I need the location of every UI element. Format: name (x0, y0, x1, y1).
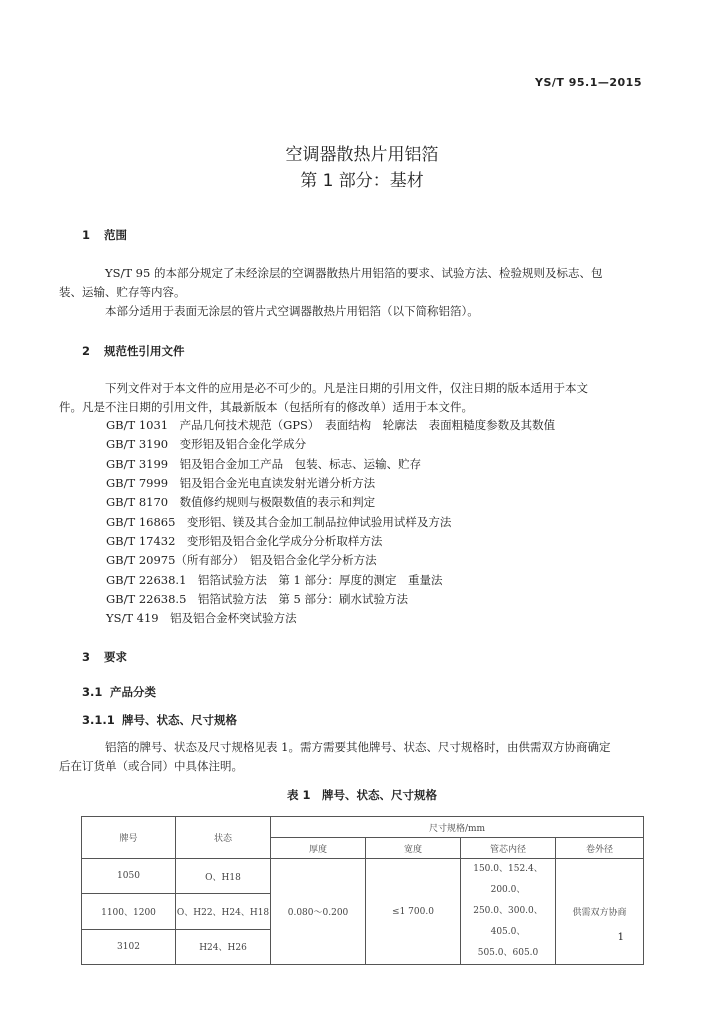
cell-grade: 1100、1200 (82, 894, 176, 929)
header-thickness: 厚度 (271, 838, 366, 859)
core-id-line: 505.0、605.0 (477, 948, 539, 958)
reference-item: GB/T 16865 变形铝、镁及其合金加工制品拉伸试验用试样及方法 (106, 515, 452, 529)
paragraph-line: 后在订货单（或合同）中具体注明。 (59, 759, 243, 774)
standard-code: YS/T 95.1—2015 (535, 76, 642, 89)
header-width: 宽度 (366, 838, 461, 859)
section-title: 牌号、状态、尺寸规格 (122, 713, 237, 727)
paragraph (59, 379, 644, 418)
document-title: 空调器散热片用铝箔 (285, 145, 439, 165)
reference-item: GB/T 7999 铝及铝合金光电直读发射光谱分析方法 (106, 476, 376, 490)
reference-item: GB/T 3190 变形铝及铝合金化学成分 (106, 437, 307, 451)
section-number: 2 (82, 344, 91, 358)
section-3-1-heading (82, 684, 156, 700)
reference-item: YS/T 419 铝及铝合金杯突试验方法 (106, 611, 297, 625)
section-title: 要求 (104, 650, 127, 664)
cell-outer-diameter: 供需双方协商 (556, 859, 644, 965)
paragraph: 本部分适用于表面无涂层的管片式空调器散热片用铝箔（以下简称铝箔）。 (105, 304, 479, 318)
section-2-heading (82, 343, 185, 359)
reference-item: GB/T 17432 变形铝及铝合金化学成分分析取样方法 (106, 534, 383, 548)
section-number: 3.1 (82, 685, 103, 699)
paragraph (59, 738, 644, 777)
reference-item: GB/T 22638.5 铝箔试验方法 第 5 部分：刷水试验方法 (106, 592, 409, 606)
cell-width: ≤1 700.0 (366, 859, 461, 965)
reference-item: GB/T 22638.1 铝箔试验方法 第 1 部分：厚度的测定 重量法 (106, 573, 443, 587)
section-1-heading (82, 227, 127, 243)
document-subtitle: 第 1 部分：基材 (300, 171, 424, 191)
cell-temper: O、H22、H24、H18 (176, 894, 271, 929)
section-3-heading (82, 649, 127, 665)
paragraph (59, 264, 644, 303)
reference-item: GB/T 20975（所有部分） 铝及铝合金化学分析方法 (106, 553, 377, 567)
core-id-line: 150.0、152.4、200.0、 (473, 864, 543, 895)
core-id-line: 250.0、300.0、405.0、 (473, 906, 543, 937)
header-dimensions: 尺寸规格/mm (271, 817, 644, 838)
section-3-1-1-heading (82, 712, 237, 728)
cell-temper: O、H18 (176, 859, 271, 894)
paragraph-line: 铝箔的牌号、状态及尺寸规格见表 1。需方需要其他牌号、状态、尺寸规格时，由供需双方协商确定 (105, 740, 611, 754)
paragraph-line: YS/T 95 的本部分规定了未经涂层的空调器散热片用铝箔的要求、试验方法、检验规则及标志、包 (105, 266, 603, 280)
reference-item: GB/T 8170 数值修约规则与极限数值的表示和判定 (106, 495, 376, 509)
section-title: 规范性引用文件 (104, 344, 185, 358)
paragraph-line: 件。凡是不注日期的引用文件，其最新版本（包括所有的修改单）适用于本文件。 (59, 400, 473, 415)
section-number: 3 (82, 650, 91, 664)
spec-table (81, 816, 644, 965)
cell-grade: 1050 (82, 859, 176, 894)
cell-core-id (461, 859, 556, 965)
header-temper: 状态 (176, 817, 271, 859)
paragraph-line: 装、运输、贮存等内容。 (59, 285, 186, 300)
paragraph-line: 下列文件对于本文件的应用是必不可少的。凡是注日期的引用文件，仅注日期的版本适用于本文 (105, 381, 588, 395)
page-number: 1 (617, 932, 624, 943)
table-caption: 表 1 牌号、状态、尺寸规格 (286, 788, 437, 802)
section-number: 3.1.1 (82, 713, 115, 727)
cell-temper: H24、H26 (176, 929, 271, 964)
cell-grade: 3102 (82, 929, 176, 964)
header-grade: 牌号 (82, 817, 176, 859)
cell-thickness: 0.080～0.200 (271, 859, 366, 965)
reference-item: GB/T 3199 铝及铝合金加工产品 包装、标志、运输、贮存 (106, 457, 422, 471)
table-row (82, 859, 644, 894)
reference-item: GB/T 1031 产品几何技术规范（GPS） 表面结构 轮廓法 表面粗糙度参数及其数值 (106, 418, 556, 432)
header-outer-diameter: 卷外径 (556, 838, 644, 859)
section-number: 1 (82, 228, 91, 242)
section-title: 范围 (104, 228, 127, 242)
header-core-id: 管芯内径 (461, 838, 556, 859)
section-title: 产品分类 (110, 685, 156, 699)
